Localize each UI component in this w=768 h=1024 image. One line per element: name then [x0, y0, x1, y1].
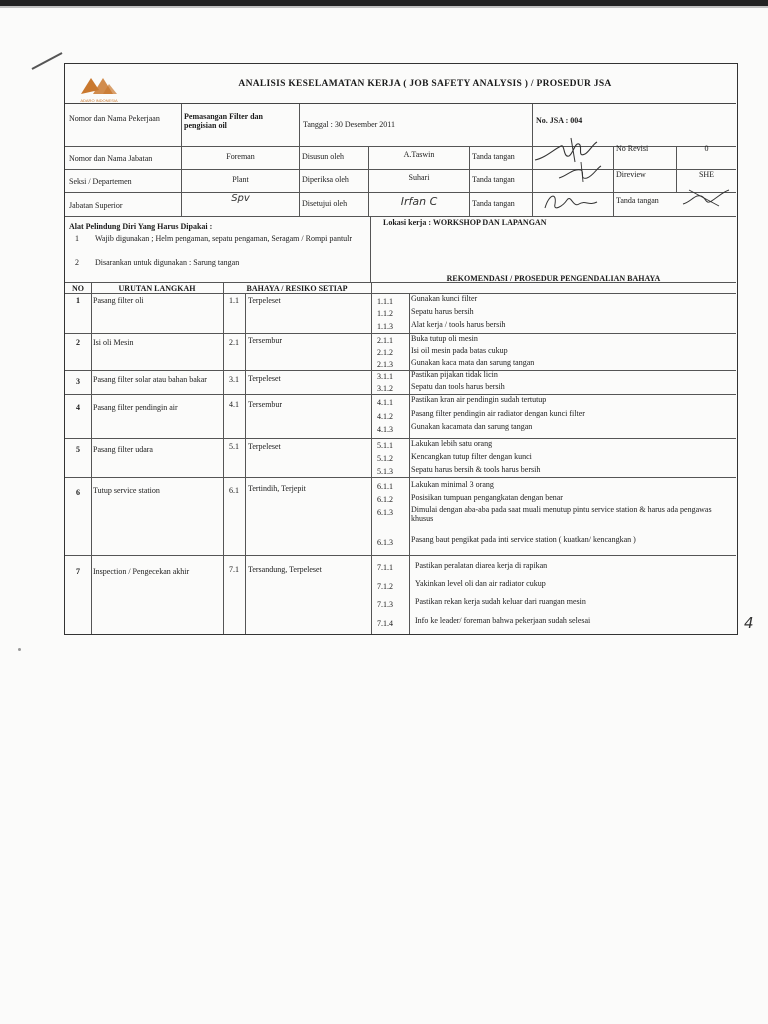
row-2-hazard-code: 2.1: [229, 338, 239, 347]
disetujui-value: Irfan C: [400, 195, 438, 208]
document-header: [65, 64, 736, 104]
row-1-rec-3: Alat kerja / tools harus bersih: [411, 320, 506, 329]
jabatan-label: Jabatan Superior: [69, 201, 123, 210]
document-title: ANALISIS KESELAMATAN KERJA ( JOB SAFETY ANALYSIS ) / PROSEDUR JSA: [238, 79, 612, 89]
diperiksa-value: Suhari: [408, 173, 430, 182]
col-header-urutan: URUTAN LANGKAH: [118, 284, 196, 293]
row-5-rec-3: Sepatu harus bersih & tools harus bersih: [411, 465, 541, 474]
row-4-rec-3: Gunakan kacamata dan sarung tangan: [411, 422, 533, 431]
row-7-rec-3: Pastikan rekan kerja sudah keluar dari ruangan mesin: [415, 597, 586, 606]
jsa-document: [64, 63, 738, 635]
row-5-hazard-code: 5.1: [229, 442, 239, 451]
row-5-rec-2: Kencangkan tutup filter dengan kunci: [411, 452, 532, 461]
signature-2-icon: [555, 160, 605, 186]
row-2-rec-3: Gunakan kaca mata dan sarung tangan: [411, 358, 535, 367]
row-1-rec-2: Sepatu harus bersih: [411, 307, 474, 316]
row-7-rec-2: Yakinkan level oli dan air radiator cukup: [415, 579, 546, 588]
row-1-rec-1-code: 1.1.1: [377, 297, 393, 306]
row-3-hazard-code: 3.1: [229, 375, 239, 384]
grid-line: [613, 146, 614, 216]
row-6-no: 6: [76, 488, 80, 497]
row-2-rec-1-code: 2.1.1: [377, 336, 393, 345]
row-7-no: 7: [76, 567, 80, 576]
tanda-tangan-label-3: Tanda tangan: [472, 199, 515, 208]
row-6-rec-1: Lakukan minimal 3 orang: [411, 480, 494, 489]
nomor-jabatan-label: Nomor dan Nama Jabatan: [69, 154, 153, 163]
grid-line: [65, 555, 736, 556]
row-4-hazard: Tersembur: [248, 400, 283, 409]
grid-line: [409, 293, 410, 634]
disetujui-label: Disetujui oleh: [302, 199, 348, 208]
logo-text: ADARO INDONESIA: [80, 98, 118, 103]
nomor-pekerjaan-label: Nomor dan Nama Pekerjaan: [69, 114, 160, 123]
row-4-step: Pasang filter pendingin air: [93, 403, 178, 412]
row-4-hazard-code: 4.1: [229, 400, 239, 409]
disusun-label: Disusun oleh: [302, 152, 344, 161]
grid-line: [370, 216, 371, 282]
jabatan-value: Spv: [231, 193, 250, 204]
signature-4-icon: [679, 184, 733, 212]
pen-mark: [32, 52, 63, 70]
row-4-rec-2-code: 4.1.2: [377, 412, 393, 421]
apd-item-2-num: 2: [75, 258, 79, 267]
row-3-step: Pasang filter solar atau bahan bakar: [93, 375, 207, 384]
row-7-rec-2-code: 7.1.2: [377, 582, 393, 591]
row-7-rec-4-code: 7.1.4: [377, 619, 393, 628]
grid-line: [65, 477, 736, 478]
row-6-rec-4: Pasang baut pengikat pada inti service station ( kuatkan/ kencangkan ): [411, 535, 636, 544]
row-3-rec-2: Sepatu dan tools harus bersih: [411, 382, 505, 391]
scan-edge-shadow: [0, 6, 768, 8]
tanda-tangan-label-4: Tanda tangan: [616, 196, 659, 205]
row-4-no: 4: [76, 403, 80, 412]
tanda-tangan-label-2: Tanda tangan: [472, 175, 515, 184]
row-3-hazard: Terpeleset: [248, 374, 281, 383]
row-6-rec-3: Dimulai dengan aba-aba pada saat muali menutup pintu service station & harus ada pengawas khusus: [411, 505, 712, 523]
row-5-hazard: Terpeleset: [248, 442, 281, 451]
row-6-hazard-code: 6.1: [229, 486, 239, 495]
row-6-step: Tutup service station: [93, 486, 160, 495]
grid-line: [371, 282, 372, 634]
row-1-hazard-code: 1.1: [229, 296, 239, 305]
row-2-no: 2: [76, 338, 80, 347]
row-1-rec-2-code: 1.1.2: [377, 309, 393, 318]
direview-value: SHE: [698, 170, 715, 179]
company-logo-icon: [79, 72, 119, 104]
row-1-rec-3-code: 1.1.3: [377, 322, 393, 331]
no-revisi-label: No Revisi: [616, 144, 649, 153]
grid-line: [299, 104, 300, 216]
row-7-rec-4: Info ke leader/ foreman bahwa pekerjaan sudah selesai: [415, 616, 591, 625]
grid-line: [91, 282, 92, 634]
row-6-rec-2: Posisikan tumpuan pengangkatan dengan benar: [411, 493, 563, 502]
direview-label: Direview: [616, 170, 646, 179]
seksi-value: Plant: [232, 175, 249, 184]
row-6-rec-2-code: 6.1.2: [377, 495, 393, 504]
apd-item-1: Wajib digunakan ; Helm pengaman, sepatu pengaman, Seragam / Rompi pantulr: [95, 234, 353, 243]
row-1-hazard: Terpeleset: [248, 296, 281, 305]
row-5-rec-3-code: 5.1.3: [377, 467, 393, 476]
row-3-no: 3: [76, 377, 80, 386]
apd-heading: Alat Pelindung Diri Yang Harus Dipakai :: [69, 222, 213, 231]
row-4-rec-3-code: 4.1.3: [377, 425, 393, 434]
page-number: 4: [744, 614, 754, 632]
tanda-tangan-label-1: Tanda tangan: [472, 152, 515, 161]
col-header-rekomendasi: REKOMENDASI / PROSEDUR PENGENDALIAN BAHAYA: [446, 274, 661, 283]
row-7-hazard-code: 7.1: [229, 565, 239, 574]
row-6-rec-4-code: 6.1.3: [377, 538, 393, 547]
row-6-hazard: Tertindih, Terjepit: [248, 484, 306, 493]
row-3-rec-2-code: 3.1.2: [377, 384, 393, 393]
row-2-rec-1: Buka tutup oli mesin: [411, 334, 478, 343]
row-1-rec-1: Gunakan kunci filter: [411, 294, 478, 303]
row-2-rec-2-code: 2.1.2: [377, 348, 393, 357]
no-revisi-value: 0: [704, 144, 709, 153]
row-3-rec-1: Pastikan pijakan tidak licin: [411, 370, 498, 379]
row-7-rec-1: Pastikan peralatan diarea kerja di rapikan: [415, 561, 548, 570]
grid-line: [223, 282, 224, 634]
diperiksa-label: Diperiksa oleh: [302, 175, 349, 184]
grid-line: [65, 216, 736, 217]
row-7-rec-3-code: 7.1.3: [377, 600, 393, 609]
row-1-no: 1: [76, 296, 80, 305]
lokasi-kerja: Lokasi kerja : WORKSHOP DAN LAPANGAN: [383, 218, 547, 227]
row-5-rec-1-code: 5.1.1: [377, 441, 393, 450]
row-2-step: Isi oli Mesin: [93, 338, 134, 347]
apd-item-1-num: 1: [75, 234, 79, 243]
apd-item-2: Disarankan untuk digunakan : Sarung tangan: [95, 258, 240, 267]
row-6-rec-3-code: 6.1.3: [377, 508, 393, 517]
nomor-jabatan-value: Foreman: [226, 152, 255, 161]
row-7-rec-1-code: 7.1.1: [377, 563, 393, 572]
row-4-rec-2: Pasang filter pendingin air radiator dengan kunci filter: [411, 409, 585, 418]
nomor-pekerjaan-value: Pemasangan Filter dan pengisian oil: [184, 112, 263, 130]
grid-line: [65, 192, 736, 193]
grid-line: [245, 293, 246, 634]
disusun-value: A.Taswin: [403, 150, 435, 159]
row-7-hazard: Tersandung, Terpeleset: [248, 565, 322, 574]
row-5-rec-1: Lakukan lebih satu orang: [411, 439, 493, 448]
row-2-rec-2: Isi oil mesin pada batas cukup: [411, 346, 508, 355]
row-5-step: Pasang filter udara: [93, 445, 153, 454]
row-3-rec-1-code: 3.1.1: [377, 372, 393, 381]
row-7-step: Inspection / Pengecekan akhir: [93, 567, 190, 576]
row-1-step: Pasang filter oli: [93, 296, 144, 305]
row-2-rec-3-code: 2.1.3: [377, 360, 393, 369]
row-4-rec-1: Pastikan kran air pendingin sudah tertutup: [411, 395, 547, 404]
row-5-rec-2-code: 5.1.2: [377, 454, 393, 463]
no-jsa: No. JSA : 004: [536, 116, 583, 125]
seksi-label: Seksi / Departemen: [69, 177, 132, 186]
col-header-no: NO: [72, 284, 84, 293]
row-5-no: 5: [76, 445, 80, 454]
scan-speck: [18, 648, 21, 651]
row-2-hazard: Tersembur: [248, 336, 283, 345]
row-6-rec-1-code: 6.1.1: [377, 482, 393, 491]
row-4-rec-1-code: 4.1.1: [377, 398, 393, 407]
signature-3-icon: [539, 186, 601, 216]
grid-line: [469, 146, 470, 216]
tanggal: Tanggal : 30 Desember 2011: [303, 120, 396, 129]
col-header-bahaya: BAHAYA / RESIKO SETIAP: [246, 284, 348, 293]
